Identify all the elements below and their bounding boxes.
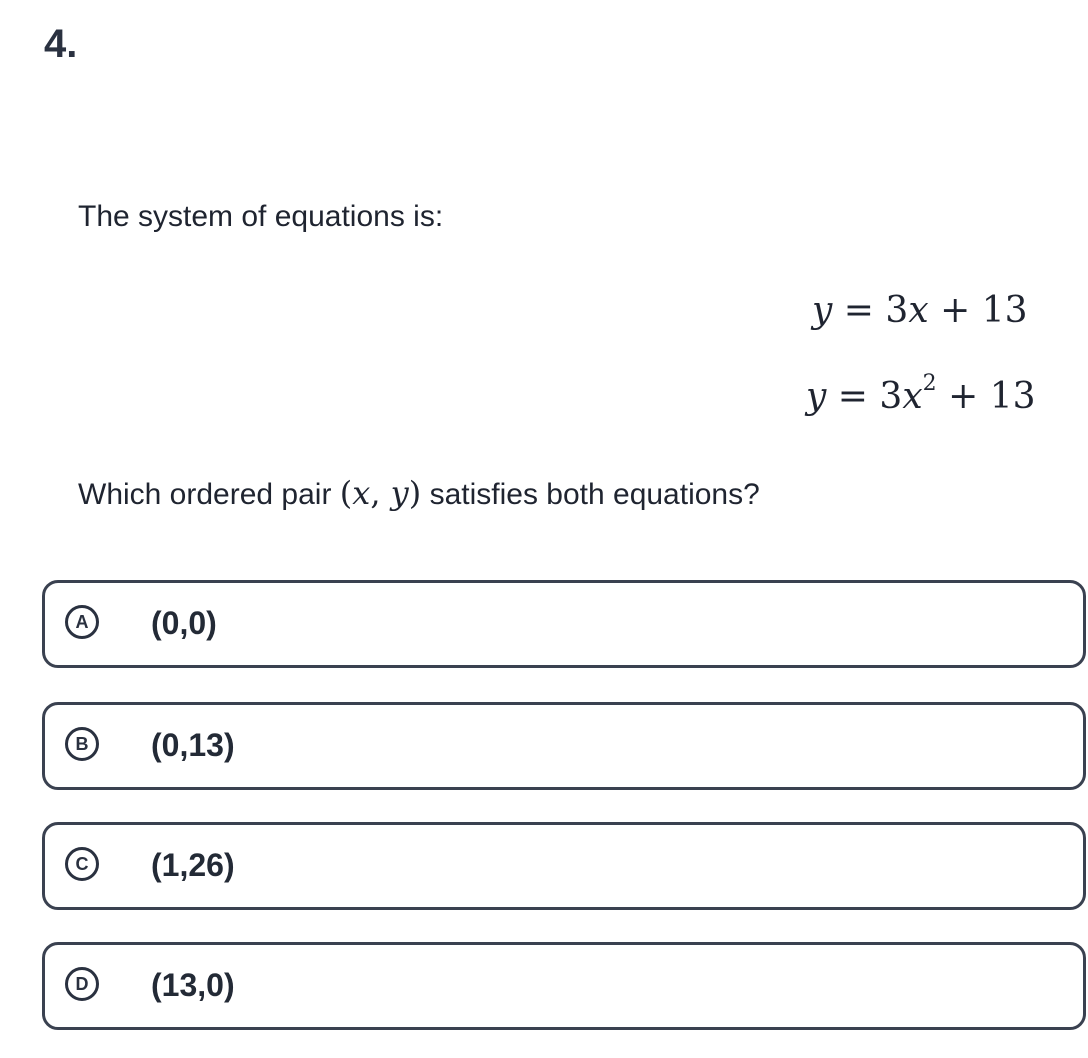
eq1-coef: 3: [885, 290, 909, 331]
eq2-var: x: [902, 376, 923, 417]
question-text-after: satisfies both equations?: [429, 478, 760, 511]
eq2-lhs: y: [806, 376, 827, 417]
eq1-var: x: [908, 290, 929, 331]
eq2-const: 13: [989, 376, 1036, 417]
option-a[interactable]: [42, 580, 1086, 668]
option-b-label: (0,13): [151, 727, 235, 763]
option-c[interactable]: [42, 822, 1086, 910]
option-a-letter-badge: A: [65, 605, 99, 639]
eq2-op: +: [948, 376, 979, 417]
eq2-exponent: 2: [922, 371, 937, 396]
option-d[interactable]: [42, 942, 1086, 1030]
equation-2: [806, 371, 1036, 417]
eq2-coef: 3: [879, 376, 903, 417]
eq1-lhs: y: [812, 290, 833, 331]
option-d-letter-badge: D: [65, 967, 99, 1001]
option-a-label: (0,0): [151, 605, 217, 641]
option-b-letter-badge: B: [65, 727, 99, 761]
option-c-label: (1,26): [151, 847, 235, 883]
eq2-equals: =: [837, 376, 868, 417]
option-c-letter-badge: C: [65, 847, 99, 881]
ordered-pair-math: (x, y): [339, 474, 422, 512]
question-text-before: Which ordered pair: [78, 478, 332, 511]
option-d-label: (13,0): [151, 967, 235, 1003]
equation-1: [812, 290, 1028, 331]
eq1-const: 13: [981, 290, 1028, 331]
eq1-equals: =: [843, 290, 874, 331]
question-prompt: The system of equations is:: [78, 200, 444, 233]
option-b[interactable]: [42, 702, 1086, 790]
eq1-op: +: [940, 290, 971, 331]
question-text: [78, 474, 760, 512]
question-number: 4.: [44, 22, 78, 66]
